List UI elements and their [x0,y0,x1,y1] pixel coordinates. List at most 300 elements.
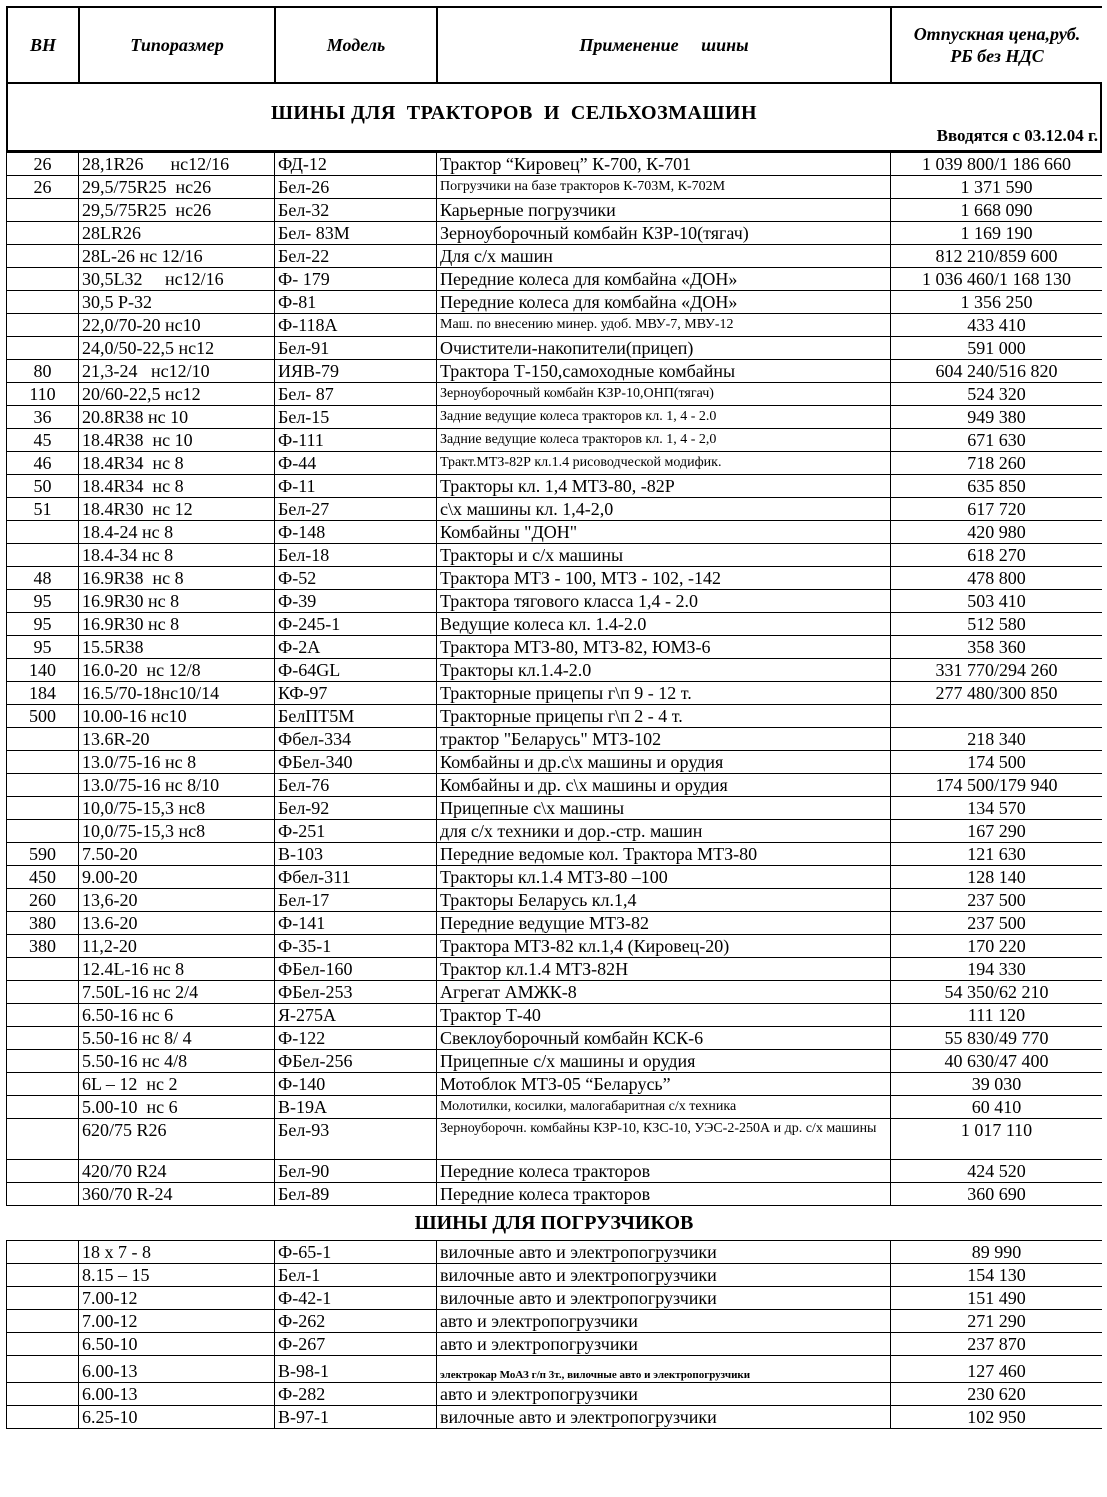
cell-model: Ф-251 [275,820,437,843]
cell-application: электрокар МоАЗ г/п 3т., вилочные авто и электропогрузчики [437,1356,891,1383]
cell-model: Бел-15 [275,406,437,429]
table-row [7,1073,1103,1096]
cell-model: Ф-35-1 [275,935,437,958]
cell-model: ФБел-340 [275,751,437,774]
cell-model: Бел-32 [275,199,437,222]
price-list-sheet [6,6,1102,1494]
cell-vn: 184 [7,682,79,705]
cell-model: Ф-52 [275,567,437,590]
cell-application: Карьерные погрузчики [437,199,891,222]
cell-vn [7,1333,79,1356]
cell-vn: 51 [7,498,79,521]
cell-size: 10.00-16 нс10 [79,705,275,728]
cell-model: Ф-118А [275,314,437,337]
cell-size: 5.50-16 нс 4/8 [79,1050,275,1073]
cell-vn [7,958,79,981]
cell-vn: 95 [7,613,79,636]
cell-vn [7,1096,79,1119]
cell-price: 111 120 [891,1004,1103,1027]
cell-vn [7,544,79,567]
cell-application: Агрегат АМЖК-8 [437,981,891,1004]
cell-vn: 48 [7,567,79,590]
cell-price [891,705,1103,728]
cell-model: Бел- 83М [275,222,437,245]
cell-size: 28,1R26 нс12/16 [79,153,275,176]
cell-model: Ф-39 [275,590,437,613]
cell-vn [7,1004,79,1027]
cell-size: 7.00-12 [79,1287,275,1310]
table-row [7,1183,1103,1206]
table-row [7,1027,1103,1050]
cell-size: 16.0-20 нс 12/8 [79,659,275,682]
cell-application: Передние колеса для комбайна «ДОН» [437,291,891,314]
cell-price: 277 480/300 850 [891,682,1103,705]
header-vn: ВН [7,7,79,83]
cell-size: 6.50-16 нс 6 [79,1004,275,1027]
cell-price: 591 000 [891,337,1103,360]
cell-model: Ф-81 [275,291,437,314]
table-row [7,797,1103,820]
cell-size: 8.15 – 15 [79,1264,275,1287]
cell-vn: 95 [7,590,79,613]
cell-size: 6.00-13 [79,1356,275,1383]
table-row [7,935,1103,958]
cell-application: Трактора МТЗ-82 кл.1,4 (Кировец-20) [437,935,891,958]
cell-model: Бел-93 [275,1119,437,1160]
table-row [7,1310,1103,1333]
cell-model: Ф-141 [275,912,437,935]
cell-size: 30,5 Р-32 [79,291,275,314]
table-row [7,1160,1103,1183]
cell-application: Молотилки, косилки, малогабаритная с/х техника [437,1096,891,1119]
cell-application: вилочные авто и электропогрузчики [437,1264,891,1287]
cell-size: 360/70 R-24 [79,1183,275,1206]
cell-model: ФБел-160 [275,958,437,981]
cell-vn: 500 [7,705,79,728]
table-row [7,383,1103,406]
table-row [7,866,1103,889]
cell-vn: 50 [7,475,79,498]
cell-size: 28LR26 [79,222,275,245]
table-row [7,590,1103,613]
cell-price: 167 290 [891,820,1103,843]
table-row [7,268,1103,291]
cell-price: 271 290 [891,1310,1103,1333]
cell-model: Бел- 87 [275,383,437,406]
cell-application: для с/х техники и дор.-стр. машин [437,820,891,843]
cell-application: авто и электропогрузчики [437,1333,891,1356]
section-title: ШИНЫ ДЛЯ ПОГРУЗЧИКОВ [414,1212,694,1234]
cell-price: 618 270 [891,544,1103,567]
table-row [7,843,1103,866]
cell-size: 13.6R-20 [79,728,275,751]
cell-model: Бел-89 [275,1183,437,1206]
cell-price: 54 350/62 210 [891,981,1103,1004]
table-row [7,475,1103,498]
cell-application: Трактор Т-40 [437,1004,891,1027]
cell-vn [7,314,79,337]
cell-vn [7,751,79,774]
cell-application: Комбайны "ДОН" [437,521,891,544]
cell-vn: 380 [7,935,79,958]
cell-price: 358 360 [891,636,1103,659]
cell-vn [7,222,79,245]
cell-model: Бел-92 [275,797,437,820]
cell-vn [7,981,79,1004]
cell-model: Ф-111 [275,429,437,452]
cell-price: 39 030 [891,1073,1103,1096]
table-row [7,360,1103,383]
table-row [7,1264,1103,1287]
cell-size: 7.50L-16 нс 2/4 [79,981,275,1004]
cell-size: 7.50-20 [79,843,275,866]
cell-price: 360 690 [891,1183,1103,1206]
section-tractor-tires [6,84,1102,152]
cell-application: Зерноуборочн. комбайны КЗР-10, КЗС-10, УЭС-2-250А и др. с/х машины [437,1119,891,1160]
cell-model: Ф-11 [275,475,437,498]
table-row [7,406,1103,429]
table-row [7,452,1103,475]
cell-vn [7,1241,79,1264]
header-price [891,7,1102,83]
cell-vn [7,1160,79,1183]
cell-size: 16.9R30 нс 8 [79,613,275,636]
cell-model: Я-275А [275,1004,437,1027]
cell-model: Бел-22 [275,245,437,268]
cell-vn: 110 [7,383,79,406]
cell-model: Ф- 179 [275,268,437,291]
cell-application: Передние колеса тракторов [437,1183,891,1206]
cell-price: 1 017 110 [891,1119,1103,1160]
cell-vn: 140 [7,659,79,682]
cell-application: трактор "Беларусь" МТЗ-102 [437,728,891,751]
cell-vn [7,1073,79,1096]
cell-vn [7,774,79,797]
table-row [7,521,1103,544]
cell-price: 617 720 [891,498,1103,521]
cell-price: 1 039 800/1 186 660 [891,153,1103,176]
cell-vn [7,291,79,314]
cell-application: Маш. по внесению минер. удоб. МВУ-7, МВУ-12 [437,314,891,337]
cell-model: Фбел-311 [275,866,437,889]
cell-price: 604 240/516 820 [891,360,1103,383]
cell-model: Бел-17 [275,889,437,912]
cell-vn [7,199,79,222]
cell-vn [7,1050,79,1073]
cell-size: 7.00-12 [79,1310,275,1333]
cell-price: 89 990 [891,1241,1103,1264]
cell-size: 20.8R38 нс 10 [79,406,275,429]
cell-price: 170 220 [891,935,1103,958]
cell-model: Ф-267 [275,1333,437,1356]
cell-vn [7,1383,79,1406]
cell-application: Тракторы кл. 1,4 МТЗ-80, -82Р [437,475,891,498]
cell-size: 18.4R30 нс 12 [79,498,275,521]
header-table [6,6,1102,84]
cell-model: Ф-65-1 [275,1241,437,1264]
cell-price: 1 169 190 [891,222,1103,245]
table-row [7,222,1103,245]
cell-application: Комбайны и др.с\х машины и орудия [437,751,891,774]
cell-vn [7,1310,79,1333]
cell-vn [7,1183,79,1206]
table-row [7,889,1103,912]
cell-size: 9.00-20 [79,866,275,889]
table-row [7,337,1103,360]
cell-price: 524 320 [891,383,1103,406]
cell-price: 503 410 [891,590,1103,613]
cell-model: Бел-18 [275,544,437,567]
tractor-tires-table [6,152,1102,1206]
table-row [7,567,1103,590]
header-model: Модель [275,7,437,83]
cell-application: Для с/х машин [437,245,891,268]
cell-price: 424 520 [891,1160,1103,1183]
cell-size: 13.0/75-16 нс 8 [79,751,275,774]
cell-application: Задние ведущие колеса тракторов кл. 1, 4 - 2.0 [437,406,891,429]
cell-size: 6.50-10 [79,1333,275,1356]
cell-application: Свеклоуборочный комбайн КСК-6 [437,1027,891,1050]
cell-size: 10,0/75-15,3 нс8 [79,797,275,820]
cell-model: Бел-91 [275,337,437,360]
cell-application: Очистители-накопители(прицеп) [437,337,891,360]
cell-application: Трактор “Кировец” К-700, К-701 [437,153,891,176]
cell-size: 6.25-10 [79,1406,275,1429]
cell-application: Трактора МТЗ - 100, МТЗ - 102, -142 [437,567,891,590]
cell-price: 154 130 [891,1264,1103,1287]
cell-model: Ф-245-1 [275,613,437,636]
header-size: Типоразмер [79,7,275,83]
table-row [7,1050,1103,1073]
cell-size: 29,5/75R25 нс26 [79,199,275,222]
table-row [7,728,1103,751]
cell-application: вилочные авто и электропогрузчики [437,1241,891,1264]
cell-vn [7,337,79,360]
table-row [7,1383,1103,1406]
cell-price: 1 356 250 [891,291,1103,314]
cell-price: 433 410 [891,314,1103,337]
cell-size: 5.50-16 нс 8/ 4 [79,1027,275,1050]
cell-size: 420/70 R24 [79,1160,275,1183]
cell-size: 20/60-22,5 нс12 [79,383,275,406]
cell-model: Фбел-334 [275,728,437,751]
cell-vn [7,268,79,291]
cell-size: 13.6-20 [79,912,275,935]
cell-size: 5.00-10 нс 6 [79,1096,275,1119]
cell-vn: 26 [7,153,79,176]
table-row [7,659,1103,682]
cell-price: 134 570 [891,797,1103,820]
cell-price: 174 500/179 940 [891,774,1103,797]
table-row [7,1287,1103,1310]
cell-price: 102 950 [891,1406,1103,1429]
cell-size: 21,3-24 нс12/10 [79,360,275,383]
cell-price: 635 850 [891,475,1103,498]
cell-application: авто и электропогрузчики [437,1383,891,1406]
cell-size: 6.00-13 [79,1383,275,1406]
cell-price: 420 980 [891,521,1103,544]
cell-size: 12.4L-16 нс 8 [79,958,275,981]
cell-application: Трактора Т-150,самоходные комбайны [437,360,891,383]
table-row [7,1406,1103,1429]
table-row [7,176,1103,199]
cell-price: 121 630 [891,843,1103,866]
effective-date-note: Вводятся с 03.12.04 г. [936,126,1098,145]
cell-price: 128 140 [891,866,1103,889]
cell-application: Тракторные прицепы г\п 2 - 4 т. [437,705,891,728]
table-row [7,291,1103,314]
cell-price: 1 036 460/1 168 130 [891,268,1103,291]
cell-application: Погрузчики на базе тракторов К-703М, К-702М [437,176,891,199]
cell-vn: 46 [7,452,79,475]
cell-application: Тракторы Беларусь кл.1,4 [437,889,891,912]
cell-size: 22,0/70-20 нс10 [79,314,275,337]
cell-application: Зерноуборочный комбайн КЗР-10,ОНП(тягач) [437,383,891,406]
cell-application: Тракторы кл.1.4 МТЗ-80 –100 [437,866,891,889]
table-row [7,1004,1103,1027]
table-row [7,199,1103,222]
table-row [7,1356,1103,1383]
section-loader-tires [6,1206,1102,1240]
table-row [7,958,1103,981]
cell-vn [7,1119,79,1160]
cell-vn [7,521,79,544]
table-row [7,153,1103,176]
cell-model: ФБел-256 [275,1050,437,1073]
cell-size: 13.0/75-16 нс 8/10 [79,774,275,797]
cell-model: Ф-148 [275,521,437,544]
cell-application: Комбайны и др. с\х машины и орудия [437,774,891,797]
cell-size: 18.4R34 нс 8 [79,475,275,498]
cell-size: 30,5L32 нс12/16 [79,268,275,291]
cell-price: 60 410 [891,1096,1103,1119]
cell-application: Задние ведущие колеса тракторов кл. 1, 4 - 2,0 [437,429,891,452]
cell-vn: 26 [7,176,79,199]
cell-model: В-97-1 [275,1406,437,1429]
cell-model: Ф-42-1 [275,1287,437,1310]
table-row [7,981,1103,1004]
table-row [7,751,1103,774]
cell-size: 620/75 R26 [79,1119,275,1160]
cell-price: 194 330 [891,958,1103,981]
cell-model: Бел-76 [275,774,437,797]
cell-model: Ф-262 [275,1310,437,1333]
cell-model: Ф-282 [275,1383,437,1406]
cell-price: 671 630 [891,429,1103,452]
cell-price: 151 490 [891,1287,1103,1310]
cell-vn: 450 [7,866,79,889]
cell-vn: 95 [7,636,79,659]
cell-model: В-19А [275,1096,437,1119]
cell-size: 16.9R38 нс 8 [79,567,275,590]
table-row [7,1119,1103,1160]
table-row [7,1333,1103,1356]
cell-size: 13,6-20 [79,889,275,912]
cell-price: 237 500 [891,912,1103,935]
table-row [7,544,1103,567]
cell-application: Зерноуборочный комбайн КЗР-10(тягач) [437,222,891,245]
loader-tires-table [6,1240,1102,1429]
table-row [7,613,1103,636]
cell-application: Прицепные с/х машины и орудия [437,1050,891,1073]
cell-model: Бел-26 [275,176,437,199]
cell-application: Передние ведомые кол. Трактора МТЗ-80 [437,843,891,866]
cell-price: 174 500 [891,751,1103,774]
cell-vn [7,1287,79,1310]
cell-vn [7,1406,79,1429]
cell-model: Ф-2А [275,636,437,659]
cell-model: В-103 [275,843,437,866]
cell-size: 24,0/50-22,5 нс12 [79,337,275,360]
cell-price: 1 668 090 [891,199,1103,222]
cell-price: 230 620 [891,1383,1103,1406]
header-row [7,7,1102,83]
cell-vn [7,1264,79,1287]
cell-model: Ф-122 [275,1027,437,1050]
table-row [7,245,1103,268]
cell-size: 16.5/70-18нс10/14 [79,682,275,705]
cell-vn: 80 [7,360,79,383]
cell-vn [7,1027,79,1050]
table-row [7,314,1103,337]
cell-size: 18.4R34 нс 8 [79,452,275,475]
cell-model: ФБел-253 [275,981,437,1004]
table-row [7,912,1103,935]
cell-vn: 590 [7,843,79,866]
cell-application: Тракторы и с/х машины [437,544,891,567]
cell-application: вилочные авто и электропогрузчики [437,1287,891,1310]
cell-application: Тракт.МТЗ-82Р кл.1.4 рисоводческой модифик. [437,452,891,475]
cell-vn [7,245,79,268]
cell-model: В-98-1 [275,1356,437,1383]
cell-size: 18.4-24 нс 8 [79,521,275,544]
cell-model: Ф-64GL [275,659,437,682]
cell-vn [7,797,79,820]
cell-model: ИЯВ-79 [275,360,437,383]
cell-size: 10,0/75-15,3 нс8 [79,820,275,843]
table-row [7,1241,1103,1264]
table-row [7,705,1103,728]
cell-application: Трактора МТЗ-80, МТЗ-82, ЮМЗ-6 [437,636,891,659]
cell-size: 18 х 7 - 8 [79,1241,275,1264]
cell-size: 15.5R38 [79,636,275,659]
cell-price: 718 260 [891,452,1103,475]
cell-size: 18.4-34 нс 8 [79,544,275,567]
cell-price: 40 630/47 400 [891,1050,1103,1073]
section-title: ШИНЫ ДЛЯ ТРАКТОРОВ И СЕЛЬХОЗМАШИН [270,102,758,124]
cell-model: БелПТ5М [275,705,437,728]
cell-price: 237 870 [891,1333,1103,1356]
cell-model: Ф-140 [275,1073,437,1096]
cell-application: Прицепные с\х машины [437,797,891,820]
cell-model: Бел-1 [275,1264,437,1287]
header-price-line1: Отпускная цена,руб. [913,24,1081,44]
cell-price: 237 500 [891,889,1103,912]
cell-price: 55 830/49 770 [891,1027,1103,1050]
cell-price: 127 460 [891,1356,1103,1383]
cell-model: Бел-27 [275,498,437,521]
table-row [7,636,1103,659]
cell-size: 16.9R30 нс 8 [79,590,275,613]
cell-price: 812 210/859 600 [891,245,1103,268]
header-application: Применение шины [437,7,891,83]
cell-vn [7,728,79,751]
cell-size: 29,5/75R25 нс26 [79,176,275,199]
cell-size: 6L – 12 нс 2 [79,1073,275,1096]
cell-application: Мотоблок МТЗ-05 “Беларусь” [437,1073,891,1096]
cell-application: Тракторы кл.1.4-2.0 [437,659,891,682]
cell-price: 512 580 [891,613,1103,636]
